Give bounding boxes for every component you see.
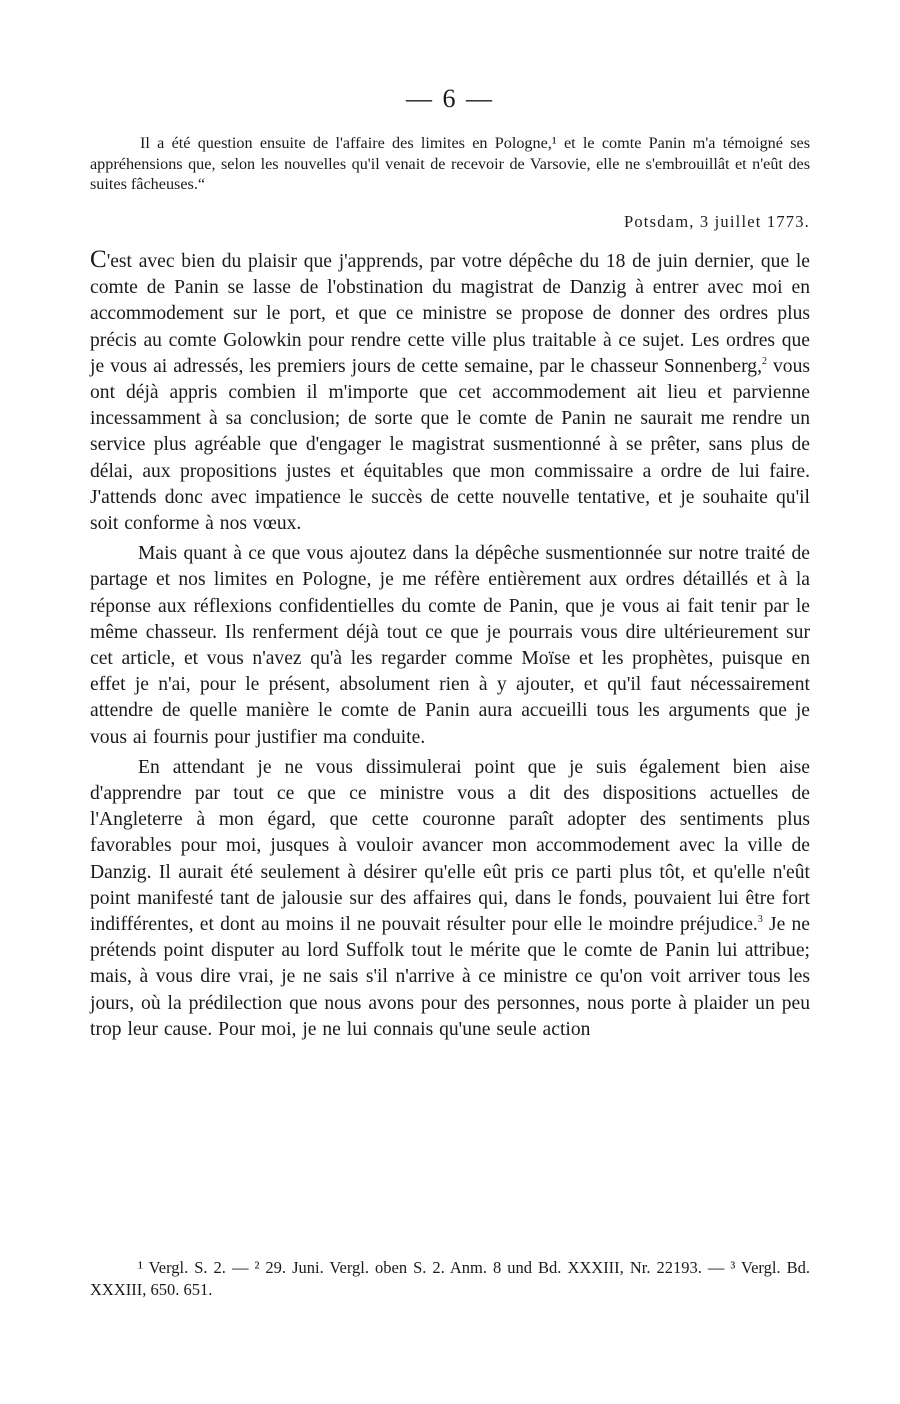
paragraph-3-text-a: En attendant je ne vous dissimulerai point que je suis également bien aise d'apprendre par tout ce que ce ministre vous a dit des dispositions actuelles de l'Angleterre à mon égard, que cette couronne paraît adopter des sentiments plus favorables pour moi, jusques à vouloir avancer mon accommodement avec la ville de Danzig. Il aurait été seulement à désirer qu'elle eût pris ce parti plus tôt, et qu'elle n'eût point manifesté tant de jalousie sur des affaires qui, dans le fonds, pouvaient lui être fort indifférentes, et dont au moins il ne pouvait résulter pour elle le moindre préjudice.: [90, 756, 810, 936]
paragraph-1-text-a: 'est avec bien du plaisir que j'apprends, par votre dépêche du 18 de juin dernier, que le comte de Panin se lasse de l'obstination du magistrat de Danzig à entrer avec moi en accommodement sur le port, et que ce ministre se propose de donner des ordres plus précis au comte Golowkin pour rendre cette ville plus traitable à ce sujet. Les ordres que je vous ai adressés, les premiers jours de cette semaine, par le chasseur Sonnenberg,: [90, 251, 810, 377]
paragraph-3-text-b: Je ne prétends point disputer au lord Suffolk tout le mérite que le comte de Panin lui attribue; mais, à vous dire vrai, je ne sais s'il n'arrive à ce ministre ce qu'on voit arriver tous les jours, où la prédilection que nous avons pour des personnes, nous porte à plaider un peu trop leur cause. Pour moi, je ne lui connais qu'une seule action: [90, 914, 811, 1040]
letter-paragraph-1: [90, 247, 810, 537]
quoted-report-paragraph: Il a été question ensuite de l'affaire des limites en Pologne,¹ et le comte Panin m'a témoigné ses appréhensions que, selon les nouvelles qu'il venait de recevoir de Varsovie, elle ne s'embrouillât et n'eût des suites fâcheuses.“: [90, 134, 810, 193]
letter-paragraph-2: Mais quant à ce que vous ajoutez dans la dépêche susmentionnée sur notre traité de partage et nos limites en Pologne, je me réfère entièrement aux ordres détaillés et à la réponse aux réflexions confidentielles du comte de Panin, que je vous ai fait tenir par le même chasseur. Ils renferment déjà tout ce que je pourrais vous dire ultérieurement sur cet article, et vous n'avez qu'à les regarder comme Moïse et les prophètes, puisque en effet je n'ai, pour le présent, absolument rien à y ajouter, et qu'il faut nécessairement attendre de quelle manière le comte de Panin aura accueilli tous les arguments que je vous ai fournis pour justifier ma conduite.: [90, 543, 810, 748]
dateline: Potsdam, 3 juillet 1773.: [623, 212, 810, 231]
footnote-ref-3: 3: [757, 914, 763, 926]
document-page: [90, 0, 810, 1404]
paragraph-1-text-b: vous ont déjà appris combien il m'importe que cet accommodement ait lieu et parvienne incessamment à sa conclusion; de sorte que le comte de Panin ne saurait me rendre un service plus agréable que d'engager le magistrat susmentionné à se prêter, sans plus de délai, aux propositions justes et équitables que mon commissaire a ordre de lui faire. J'attends donc avec impatience le succès de cette nouvelle tentative, et je souhaite qu'il soit conforme à nos vœux.: [90, 355, 810, 535]
footnote-ref-2: 2: [762, 355, 767, 367]
initial-letter: C: [90, 246, 107, 273]
page-number: — 6 —: [406, 84, 494, 113]
footnotes: ¹ Vergl. S. 2. — ² 29. Juni. Vergl. oben S. 2. Anm. 8 und Bd. XXXIII, Nr. 22193. — ³ Vergl. Bd. XXXIII, 650. 651.: [90, 1258, 810, 1299]
letter-paragraph-3: [90, 755, 810, 1043]
letter-body: [90, 247, 810, 1047]
